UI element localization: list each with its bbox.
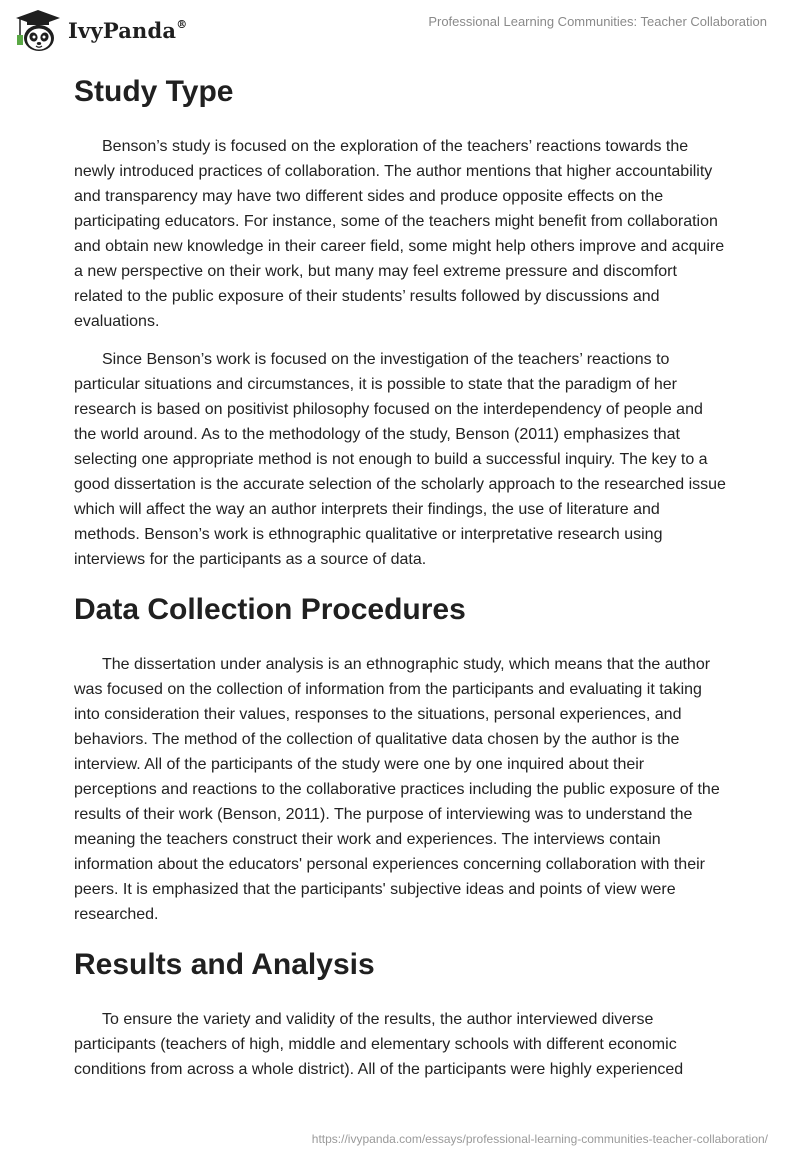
source-url[interactable]: https://ivypanda.com/essays/professional-learning-communities-teacher-collaboration/ xyxy=(311,1132,768,1146)
paragraph: To ensure the variety and validity of the results, the author interviewed diverse participants (teachers of high, middle and elementary schools with different economic conditions from across a whole district). All of the participants were highly experienced xyxy=(74,1011,684,1078)
paragraph: The dissertation under analysis is an ethnographic study, which means that the author was focused on the collection of information from the participants and evaluating it taking into consideration their values, responses to the situations, personal experiences, and behaviors. The method of the collection of qualitative data chosen by the author is the interview. All of the participants of the study were one by one inquired about their perceptions and reactions to the collaborative practices including the public exposure of the results of their work (Benson, 2011). The purpose of interviewing was to understand the meaning the teachers construct their work and experiences. The interviews contain information about the educators' personal experiences concerning collaboration with their peers. It is emphasized that the participants' subjective ideas and points of view were researched. xyxy=(74,656,720,923)
page-header xyxy=(0,0,800,60)
document-title: Professional Learning Communities: Teacher Collaboration xyxy=(428,14,767,29)
ivypanda-logo[interactable] xyxy=(14,6,187,56)
paragraph: Benson’s study is focused on the exploration of the teachers’ reactions towards the newly introduced practices of collaboration. The author mentions that higher accountability and transparency may have two different sides and produce opposite effects on the participating educators. For instance, some of the teachers might benefit from collaboration and obtain new knowledge in their career field, some might help others improve and acquire a new perspective on their work, but many may feel extreme pressure and discomfort related to the public exposure of their students’ results followed by discussions and evaluations. xyxy=(74,138,725,330)
article-body xyxy=(74,68,726,1095)
section-heading-study-type: Study Type xyxy=(74,75,234,108)
logo-text: IvyPanda® xyxy=(68,17,188,43)
panda-graduate-icon xyxy=(14,8,62,54)
paragraph: Since Benson’s work is focused on the investigation of the teachers’ reactions to particular situations and circumstances, it is possible to state that the paradigm of her research is based on positivist philosophy focused on the interdependency of people and the world around. As to the methodology of the study, Benson (2011) emphasizes that selecting one appropriate method is not enough to build a successful inquiry. The key to a good dissertation is the accurate selection of the scholarly approach to the researched issue which will affect the way an author interprets their findings, the use of literature and methods. Benson’s work is ethnographic qualitative or interpretative research using interviews for the participants as a source of data. xyxy=(74,351,726,568)
section-heading-data-collection: Data Collection Procedures xyxy=(74,593,466,626)
section-heading-results: Results and Analysis xyxy=(74,948,375,981)
